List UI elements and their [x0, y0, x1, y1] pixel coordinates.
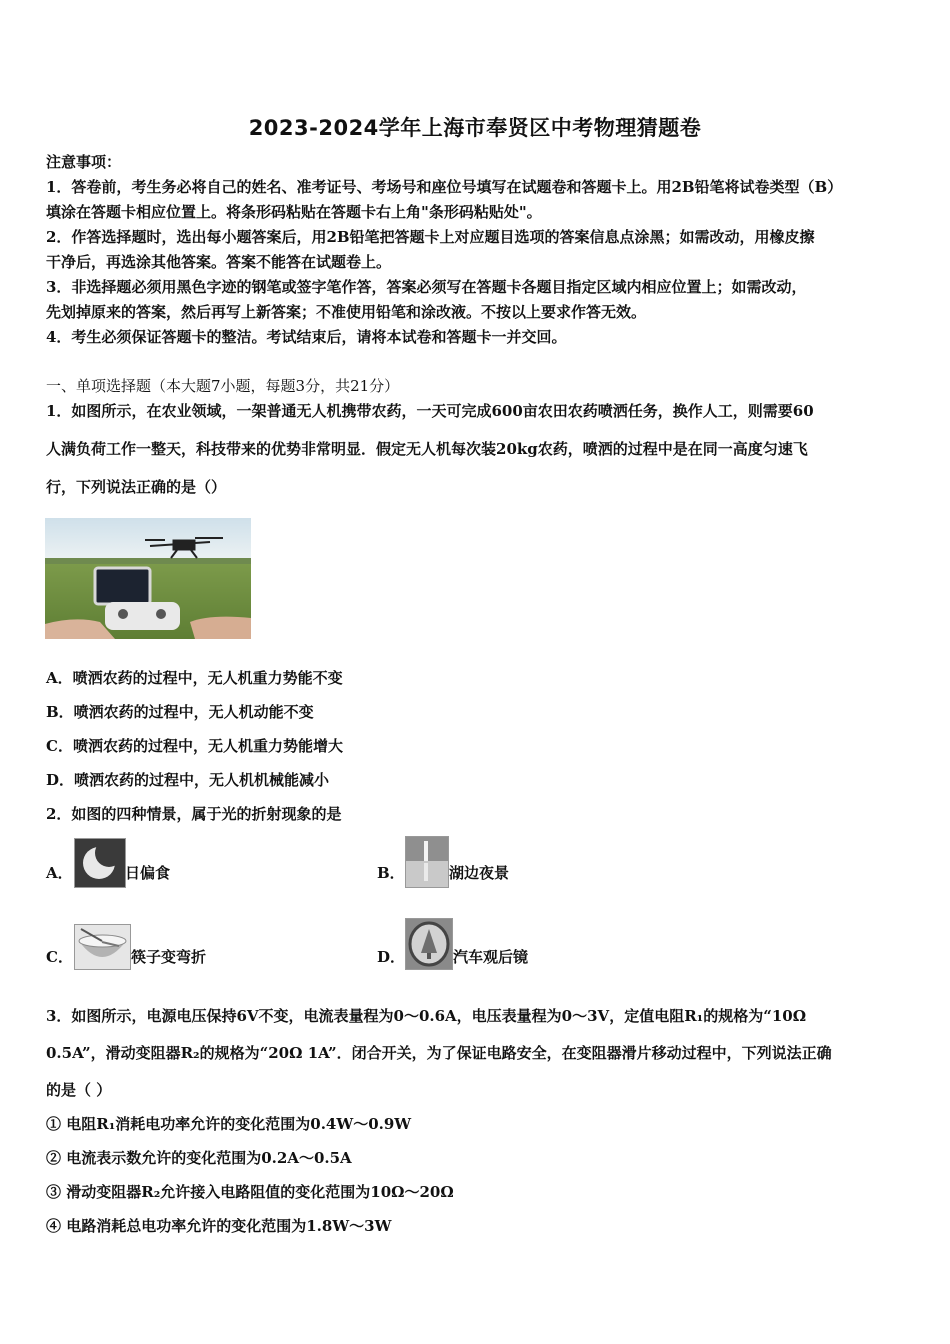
question-2-option-d-text: 汽车观后镜: [453, 948, 529, 966]
question-1-option-a: A．喷洒农药的过程中，无人机重力势能不变: [46, 669, 343, 687]
notice-line: 3．非选择题必须用黑色字迹的钢笔或签字笔作答，答案必须写在答题卡各题目指定区域内相应位置上；如需改动，: [46, 278, 807, 296]
question-1-option-b: B．喷洒农药的过程中，无人机动能不变: [46, 703, 314, 721]
question-3-item-4: ④ 电路消耗总电功率允许的变化范围为1.8W～3W: [46, 1217, 392, 1235]
notice-line: 1．答卷前，考生务必将自己的姓名、准考证号、考场号和座位号填写在试题卷和答题卡上。用2B铅笔将试卷类型（B）: [46, 178, 843, 196]
question-2-option-a-text: 日偏食: [125, 864, 171, 882]
question-3-line: 3．如图所示，电源电压保持6V不变，电流表量程为0～0.6A，电压表量程为0～3V，定值电阻R₁的规格为“10Ω: [46, 1007, 807, 1025]
question-3-line: 的是（ ）: [46, 1081, 112, 1099]
notice-line: 2．作答选择题时，选出每小题答案后，用2B铅笔把答题卡上对应题目选项的答案信息点涂黑；如需改动，用橡皮擦: [46, 228, 815, 246]
drone-photo: [45, 518, 251, 639]
question-2-option-c-letter: C．: [46, 948, 73, 966]
question-1-line: 行，下列说法正确的是（）: [46, 478, 227, 496]
question-3-item-2: ② 电流表示数允许的变化范围为0.2A～0.5A: [46, 1149, 352, 1167]
notice-line: 填涂在答题卡相应位置上。将条形码粘贴在答题卡右上角"条形码粘贴处"。: [46, 203, 542, 221]
question-2-option-c-text: 筷子变弯折: [131, 948, 207, 966]
notice-line: 干净后，再选涂其他答案。答案不能答在试题卷上。: [46, 253, 392, 271]
question-1-line: 人满负荷工作一整天，科技带来的优势非常明显．假定无人机每次装20kg农药，喷洒的过程中是在同一高度匀速飞: [46, 440, 808, 458]
page-title: 2023-2024学年上海市奉贤区中考物理猜题卷: [248, 116, 702, 140]
solar-eclipse-image: [74, 838, 126, 888]
question-3-item-3: ③ 滑动变阻器R₂允许接入电路阻值的变化范围为10Ω～20Ω: [46, 1183, 454, 1201]
question-2-option-b-letter: B．: [377, 864, 405, 882]
question-3-item-1: ① 电阻R₁消耗电功率允许的变化范围为0.4W～0.9W: [46, 1115, 412, 1133]
car-mirror-image: [405, 918, 453, 970]
notice-line: 先划掉原来的答案，然后再写上新答案；不准使用铅笔和涂改液。不按以上要求作答无效。: [46, 303, 647, 321]
question-3-line: 0.5A”，滑动变阻器R₂的规格为“20Ω 1A”．闭合开关，为了保证电路安全，在变阻器滑片移动过程中，下列说法正确: [46, 1044, 832, 1062]
question-2-stem: 2．如图的四种情景，属于光的折射现象的是: [46, 805, 342, 823]
section-heading: 一、单项选择题（本大题7小题，每题3分，共21分）: [46, 377, 400, 395]
question-2-option-b-text: 湖边夜景: [449, 864, 510, 882]
question-1-line: 1．如图所示，在农业领域，一架普通无人机携带农药，一天可完成600亩农田农药喷洒任务，换作人工，则需要60: [46, 402, 814, 420]
bent-chopsticks-image: [74, 924, 131, 970]
notice-line: 4．考生必须保证答题卡的整洁。考试结束后，请将本试卷和答题卡一并交回。: [46, 328, 567, 346]
question-2-option-a-letter: A．: [46, 864, 73, 882]
question-1-option-d: D．喷洒农药的过程中，无人机机械能减小: [46, 771, 330, 789]
question-1-option-c: C．喷洒农药的过程中，无人机重力势能增大: [46, 737, 343, 755]
lake-night-scene-image: [405, 836, 449, 888]
notice-heading: 注意事项：: [46, 153, 122, 171]
question-2-option-d-letter: D．: [377, 948, 406, 966]
